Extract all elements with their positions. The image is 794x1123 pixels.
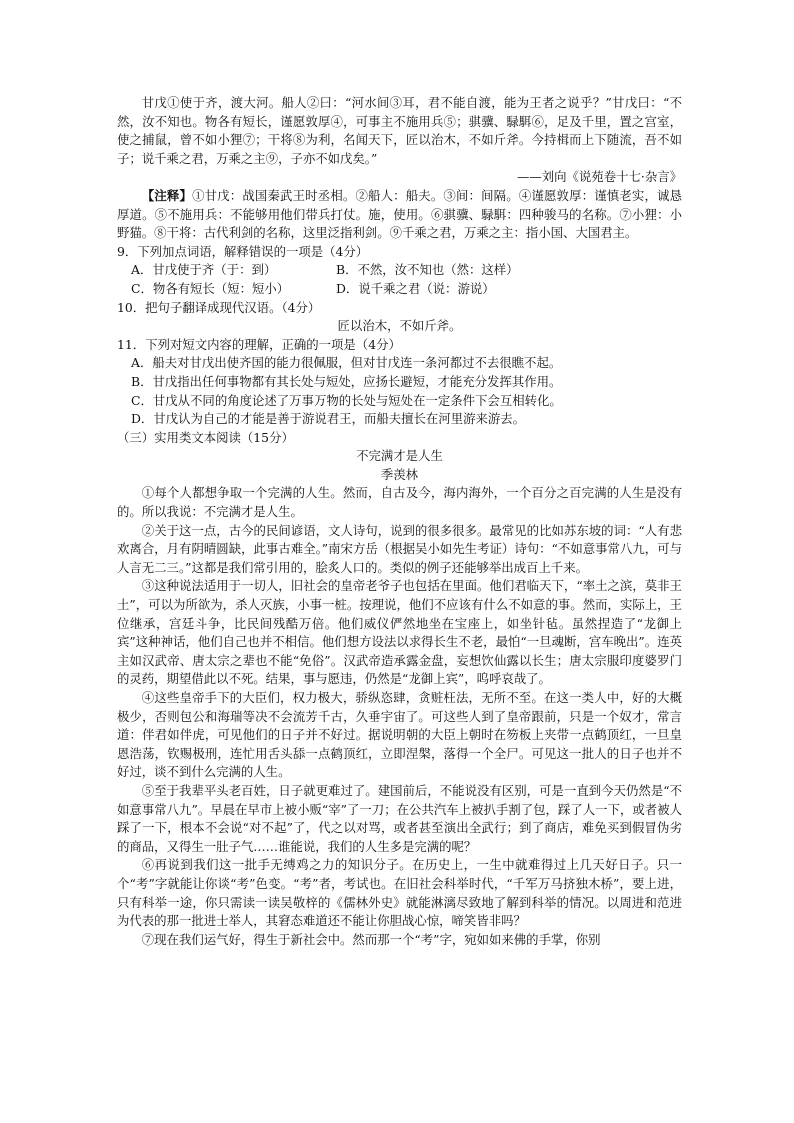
question-11-option-d: D．甘戊认为自己的才能是善于游说君王，而船夫擅长在河里游来游去。: [131, 411, 526, 427]
question-10-sentence: 匠以治木，不如斤斧。: [337, 318, 462, 334]
article-paragraph: ④这些皇帝手下的大臣们，权力极大，骄纵恣肆，贪赃枉法，无所不至。在这一类人中，好的大概极少，否则包公和海瑞等决不会流芳千古，久垂宇宙了。可这些人到了皇帝跟前，只是一个奴才，常言道：伴君如伴虎，可见他们的日子并不好过。据说明朝的大臣上朝时在笏板上夹带一点鹤顶红，一旦皇恩浩荡，钦赐极刑，连忙用舌头舔一点鹤顶红，立即涅槃，落得一个全尸。可见这一批人的日子也并不好过，谈不到什么完满的人生。: [117, 690, 682, 780]
article-paragraph: ①每个人都想争取一个完满的人生。然而，自古及今，海内海外，一个百分之百完满的人生是没有的。所以我说：不完满才是人生。: [117, 485, 682, 520]
question-9-option-a: A．甘戊使于齐（于：到）: [131, 262, 277, 278]
section-3-heading: （三）实用类文本阅读（15分）: [117, 429, 294, 445]
article-paragraph: ⑥再说到我们这一批手无缚鸡之力的知识分子。在历史上，一生中就难得过上几天好日子。只一个“考”字就能让你谈“考”色变。“考”者，考试也。在旧社会科举时代，“千军万马挤独木桥”，要上进，只有科举一途，你只需读一读吴敬梓的《儒林外史》就能淋漓尽致地了解到科举的情况。以周进和范进为代表的那一批进士举人，其窘态难道还不能让你胆战心惊，啼笑皆非吗？: [117, 857, 682, 929]
article-author: 季羡林: [380, 466, 419, 482]
question-9-stem: 9．下列加点词语，解释错误的一项是（4分）: [117, 243, 369, 259]
classical-passage: 甘戊①使于齐，渡大河。船人②曰：“河水间③耳，君不能自渡，能为王者之说乎？”甘戊曰：“不然，汝不知也。物各有短长，谨愿敦厚④，可事主不施用兵⑤；骐骥、騄駬⑥，足及千里，置之宫室，使之捕鼠，曾不如小狸⑦；干将⑧为利，名闻天下，匠以治木，不如斤斧。今持楫而上下随流，吾不如子；说千乘之君，万乘之主⑨，子亦不如戊矣。”: [117, 95, 682, 166]
question-9-option-d: D．说千乘之君（说：游说）: [336, 280, 495, 296]
article-paragraph: ⑤至于我辈平头老百姓，日子就更难过了。建国前后，不能说没有区别，可是一直到今天仍然是“不如意事常八九”。早晨在早市上被小贩“宰”了一刀；在公共汽车上被扒手割了包，踩了人一下，或者被人踩了一下，根本不会说“对不起”了，代之以对骂，或者甚至演出全武行；到了商店，难免买到假冒伪劣的商品，又得生一肚子气……谁能说，我们的人生多是完满的呢？: [117, 782, 682, 854]
question-11-stem: 11．下列对短文内容的理解，正确的一项是（4分）: [117, 336, 401, 352]
article-paragraph: ②关于这一点，古今的民间谚语，文人诗句，说到的很多很多。最常见的比如苏东坡的词：“人有悲欢离合，月有阴晴圆缺，此事古难全。”南宋方岳（根据吴小如先生考证）诗句：“不如意事常八九，可与人言无二三。”这都是我们常引用的，脍炙人口的。类似的例子还能够举出成百上千来。: [117, 522, 682, 575]
question-10-stem: 10．把句子翻译成现代汉语。（4分）: [117, 299, 321, 315]
article-paragraph: ③这种说法适用于一切人，旧社会的皇帝老爷子也包括在里面。他们君临天下，“率土之滨，莫非王土”，可以为所欲为，杀人灭族，小事一桩。按理说，他们不应该有什么不如意的事。然而，实际上，王位继承，宫廷斗争，比民间残酷万倍。他们威仪俨然地坐在宝座上，如坐针毡。虽然捏造了“龙御上宾”这种神话，他们自己也并不相信。他们想方设法以求得长生不老，最怕“一旦魂断，宫车晚出”。连英主如汉武帝、唐太宗之辈也不能“免俗”。汉武帝造承露金盘，妄想饮仙露以长生；唐太宗服印度婆罗门的灵药，期望借此以不死。结果，事与愿违，仍然是“龙御上宾”，呜呼哀哉了。: [117, 578, 682, 687]
question-9-options-row-2: [117, 280, 682, 299]
question-11-option-c: C．甘戊从不同的角度论述了万事万物的长处与短处在一定条件下会互相转化。: [131, 392, 562, 408]
question-9-option-b: B．不然，汝不知也（然：这样）: [336, 262, 519, 278]
annotations-text: ①甘戊：战国秦武王时丞相。②船人：船夫。③间：间隔。④谨愿敦厚：谨慎老实，诚恳厚道。⑤不施用兵：不能够用他们带兵打仗。施，使用。⑥骐骥、騄駬：四种骏马的名称。⑦小狸：小野猫。⑧干将：古代利剑的名称，这里泛指利剑。⑨千乘之君，万乘之主：指小国、大国君主。: [117, 187, 683, 241]
article-paragraph: ⑦现在我们运气好，得生于新社会中。然而那一个“考”字，宛如如来佛的手掌，你别: [141, 931, 601, 947]
document-page: [117, 94, 682, 949]
annotations-label: 【注释】: [141, 187, 193, 203]
question-9-options-row-1: [117, 261, 682, 280]
question-9-option-c: C．物各有短长（短：短小）: [131, 280, 290, 296]
question-11-option-b: B．甘戊指出任何事物都有其长处与短处，应扬长避短，才能充分发挥其作用。: [131, 373, 562, 389]
article-title: 不完满才是人生: [356, 448, 443, 464]
annotations: [117, 187, 682, 243]
passage-source: ——刘向《说苑卷十七·杂言》: [516, 169, 682, 185]
question-11-option-a: A．船夫对甘戊出使齐国的能力很佩服，但对甘戊连一条河都过不去很瞧不起。: [131, 355, 562, 371]
